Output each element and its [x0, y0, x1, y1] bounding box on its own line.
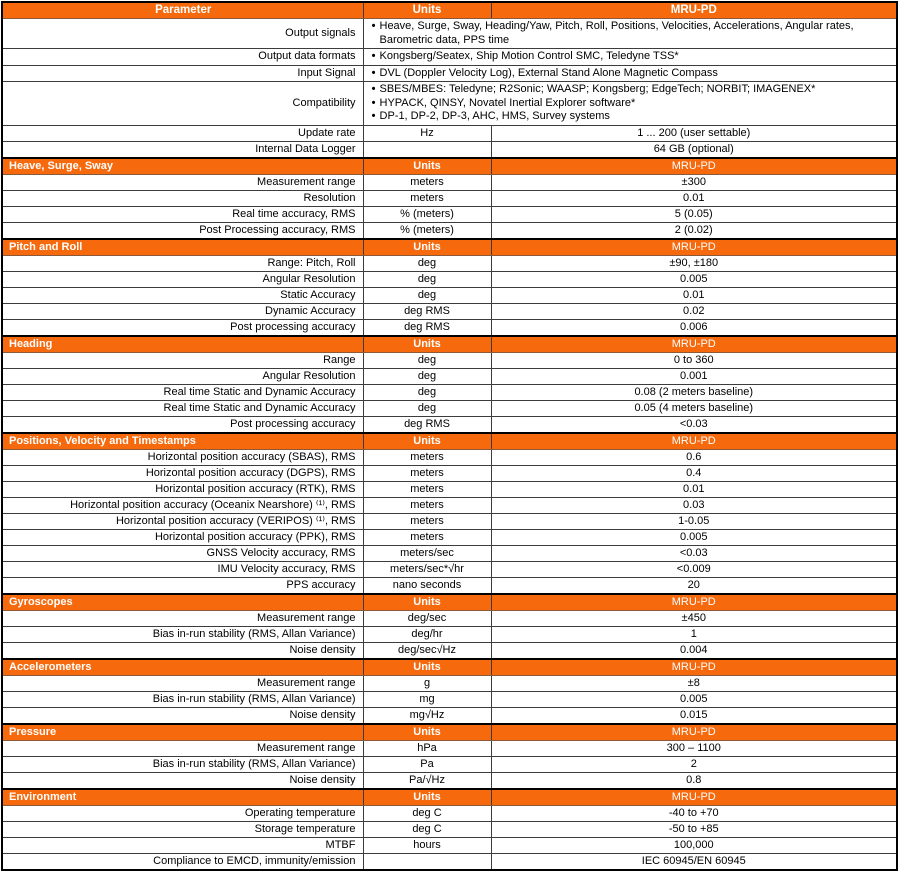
spec-row [2, 853, 897, 870]
units-cell: meters [363, 190, 491, 206]
units-cell: meters/sec*√hr [363, 561, 491, 577]
units-cell: deg RMS [363, 416, 491, 433]
value-cell: 2 (0.02) [491, 222, 897, 239]
column-header-product: MRU-PD [491, 239, 897, 256]
value-cell: 0.01 [491, 287, 897, 303]
value-cell: <0.009 [491, 561, 897, 577]
parameter-cell: Bias in-run stability (RMS, Allan Variance) [2, 626, 363, 642]
bullet-list [363, 19, 897, 49]
bullet-icon: • [371, 110, 376, 122]
value-cell: 0.004 [491, 642, 897, 659]
column-header-units: Units [363, 239, 491, 256]
bullet-text: SBES/MBES: Teledyne; R2Sonic; WAASP; Kongsberg; EdgeTech; NORBIT; IMAGENEX* [379, 83, 816, 95]
value-cell: ±450 [491, 610, 897, 626]
value-cell: <0.03 [491, 545, 897, 561]
column-header-units: Units [363, 594, 491, 611]
spec-row [2, 642, 897, 659]
units-cell: deg/sec√Hz [363, 642, 491, 659]
parameter-cell: Horizontal position accuracy (PPK), RMS [2, 529, 363, 545]
value-cell: 1 [491, 626, 897, 642]
parameter-cell: Measurement range [2, 174, 363, 190]
section-header-general [2, 2, 897, 19]
section-header-heave-surge-sway [2, 158, 897, 175]
units-cell: deg C [363, 821, 491, 837]
spec-row [2, 400, 897, 416]
parameter-cell: GNSS Velocity accuracy, RMS [2, 545, 363, 561]
parameter-cell: Horizontal position accuracy (VERIPOS) ⁽¹⁾, RMS [2, 513, 363, 529]
value-cell: 2 [491, 756, 897, 772]
units-cell: deg [363, 368, 491, 384]
spec-row [2, 756, 897, 772]
parameter-cell: IMU Velocity accuracy, RMS [2, 561, 363, 577]
column-header-product: MRU-PD [491, 158, 897, 175]
parameter-cell: PPS accuracy [2, 577, 363, 594]
spec-table-body [2, 2, 897, 870]
section-title: Positions, Velocity and Timestamps [2, 433, 363, 450]
section-title: Accelerometers [2, 659, 363, 676]
spec-row [2, 287, 897, 303]
bullet-list [363, 65, 897, 82]
spec-row [2, 465, 897, 481]
units-cell [363, 853, 491, 870]
parameter-cell: Input Signal [2, 65, 363, 82]
parameter-cell: Horizontal position accuracy (SBAS), RMS [2, 449, 363, 465]
value-cell: 20 [491, 577, 897, 594]
parameter-cell: Measurement range [2, 675, 363, 691]
bullet-text: DP-1, DP-2, DP-3, AHC, HMS, Survey systems [379, 110, 610, 122]
units-cell: deg/sec [363, 610, 491, 626]
parameter-cell: Update rate [2, 125, 363, 141]
parameter-cell: Bias in-run stability (RMS, Allan Variance) [2, 756, 363, 772]
parameter-cell: Noise density [2, 772, 363, 789]
bullet-item [368, 110, 893, 124]
units-cell: meters/sec [363, 545, 491, 561]
bullet-icon: • [371, 83, 376, 95]
section-header-positions-velocity-timestamps [2, 433, 897, 450]
value-cell: -50 to +85 [491, 821, 897, 837]
value-cell: ±300 [491, 174, 897, 190]
bullet-list [363, 82, 897, 126]
parameter-cell: Output data formats [2, 49, 363, 66]
spec-row [2, 303, 897, 319]
value-cell: <0.03 [491, 416, 897, 433]
column-header-product: MRU-PD [491, 724, 897, 741]
units-cell: meters [363, 529, 491, 545]
spec-row [2, 19, 897, 49]
units-cell [363, 141, 491, 158]
spec-row [2, 481, 897, 497]
units-cell: deg [363, 287, 491, 303]
units-cell: mg [363, 691, 491, 707]
units-cell: Pa [363, 756, 491, 772]
mru-pd-spec-table [1, 1, 898, 871]
units-cell: nano seconds [363, 577, 491, 594]
spec-row [2, 740, 897, 756]
spec-row [2, 255, 897, 271]
parameter-cell: Internal Data Logger [2, 141, 363, 158]
parameter-cell: Compatibility [2, 82, 363, 126]
units-cell: deg/hr [363, 626, 491, 642]
bullet-icon: • [371, 50, 376, 62]
spec-row [2, 529, 897, 545]
parameter-cell: Angular Resolution [2, 271, 363, 287]
spec-row [2, 821, 897, 837]
spec-row [2, 561, 897, 577]
spec-row [2, 368, 897, 384]
column-header-product: MRU-PD [491, 594, 897, 611]
value-cell: 0.006 [491, 319, 897, 336]
units-cell: deg [363, 255, 491, 271]
parameter-cell: Measurement range [2, 740, 363, 756]
value-cell: 300 – 1100 [491, 740, 897, 756]
units-cell: deg RMS [363, 303, 491, 319]
parameter-cell: Horizontal position accuracy (Oceanix Nearshore) ⁽¹⁾, RMS [2, 497, 363, 513]
parameter-cell: Storage temperature [2, 821, 363, 837]
value-cell: 64 GB (optional) [491, 141, 897, 158]
units-cell: g [363, 675, 491, 691]
parameter-cell: Post processing accuracy [2, 416, 363, 433]
value-cell: 0.02 [491, 303, 897, 319]
section-header-heading [2, 336, 897, 353]
spec-row [2, 691, 897, 707]
column-header-product: MRU-PD [491, 2, 897, 19]
section-title: Heave, Surge, Sway [2, 158, 363, 175]
bullet-text: Kongsberg/Seatex, Ship Motion Control SMC, Teledyne TSS* [379, 50, 679, 62]
spec-row [2, 206, 897, 222]
bullet-item [368, 67, 893, 81]
units-cell: meters [363, 481, 491, 497]
column-header-product: MRU-PD [491, 789, 897, 806]
value-cell: 0.4 [491, 465, 897, 481]
section-header-pitch-and-roll [2, 239, 897, 256]
units-cell: hours [363, 837, 491, 853]
value-cell: -40 to +70 [491, 805, 897, 821]
spec-row [2, 174, 897, 190]
spec-row [2, 416, 897, 433]
spec-row [2, 352, 897, 368]
parameter-cell: Real time Static and Dynamic Accuracy [2, 384, 363, 400]
spec-row [2, 271, 897, 287]
value-cell: 0.08 (2 meters baseline) [491, 384, 897, 400]
spec-row [2, 513, 897, 529]
column-header-units: Units [363, 789, 491, 806]
bullet-text: HYPACK, QINSY, Novatel Inertial Explorer software* [379, 96, 636, 109]
parameter-cell: Resolution [2, 190, 363, 206]
spec-row [2, 82, 897, 126]
section-title: Heading [2, 336, 363, 353]
bullet-item [368, 50, 893, 64]
parameter-cell: Range: Pitch, Roll [2, 255, 363, 271]
units-cell: Hz [363, 125, 491, 141]
units-cell: deg [363, 400, 491, 416]
parameter-cell: Real time accuracy, RMS [2, 206, 363, 222]
section-title: Pitch and Roll [2, 239, 363, 256]
section-title: Environment [2, 789, 363, 806]
spec-row [2, 577, 897, 594]
units-cell: meters [363, 174, 491, 190]
column-header-product: MRU-PD [491, 336, 897, 353]
units-cell: deg [363, 352, 491, 368]
column-header-units: Units [363, 659, 491, 676]
spec-row [2, 626, 897, 642]
value-cell: 0.01 [491, 190, 897, 206]
spec-row [2, 222, 897, 239]
value-cell: 0.6 [491, 449, 897, 465]
spec-row [2, 65, 897, 82]
column-header-product: MRU-PD [491, 433, 897, 450]
bullet-text: DVL (Doppler Velocity Log), External Stand Alone Magnetic Compass [379, 66, 718, 79]
parameter-cell: Compliance to EMCD, immunity/emission [2, 853, 363, 870]
column-header-units: Units [363, 2, 491, 19]
parameter-cell: Measurement range [2, 610, 363, 626]
parameter-cell: Operating temperature [2, 805, 363, 821]
spec-row [2, 449, 897, 465]
units-cell: deg RMS [363, 319, 491, 336]
parameter-cell: Post processing accuracy [2, 319, 363, 336]
section-header-pressure [2, 724, 897, 741]
spec-row [2, 707, 897, 724]
bullet-icon: • [371, 20, 376, 32]
column-header-product: MRU-PD [491, 659, 897, 676]
spec-row [2, 49, 897, 66]
units-cell: deg [363, 384, 491, 400]
value-cell: 5 (0.05) [491, 206, 897, 222]
spec-row [2, 141, 897, 158]
parameter-cell: Output signals [2, 19, 363, 49]
spec-row [2, 610, 897, 626]
spec-row [2, 497, 897, 513]
column-header-units: Units [363, 336, 491, 353]
units-cell: % (meters) [363, 206, 491, 222]
bullet-item [368, 97, 893, 111]
value-cell: 0.03 [491, 497, 897, 513]
value-cell: 0.8 [491, 772, 897, 789]
column-header-parameter: Parameter [2, 2, 363, 19]
spec-row [2, 384, 897, 400]
units-cell: deg C [363, 805, 491, 821]
spec-row [2, 190, 897, 206]
value-cell: 100,000 [491, 837, 897, 853]
spec-row [2, 772, 897, 789]
value-cell: 0.005 [491, 271, 897, 287]
value-cell: 1 ... 200 (user settable) [491, 125, 897, 141]
section-title: Pressure [2, 724, 363, 741]
units-cell: meters [363, 513, 491, 529]
parameter-cell: Noise density [2, 707, 363, 724]
spec-row [2, 545, 897, 561]
value-cell: 0.001 [491, 368, 897, 384]
parameter-cell: Noise density [2, 642, 363, 659]
parameter-cell: Bias in-run stability (RMS, Allan Variance) [2, 691, 363, 707]
section-header-accelerometers [2, 659, 897, 676]
units-cell: % (meters) [363, 222, 491, 239]
spec-row [2, 837, 897, 853]
value-cell: IEC 60945/EN 60945 [491, 853, 897, 870]
parameter-cell: Dynamic Accuracy [2, 303, 363, 319]
parameter-cell: MTBF [2, 837, 363, 853]
parameter-cell: Angular Resolution [2, 368, 363, 384]
parameter-cell: Horizontal position accuracy (RTK), RMS [2, 481, 363, 497]
units-cell: meters [363, 449, 491, 465]
bullet-icon: • [371, 96, 376, 109]
bullet-list [363, 49, 897, 66]
section-title: Gyroscopes [2, 594, 363, 611]
value-cell: 0.005 [491, 691, 897, 707]
units-cell: deg [363, 271, 491, 287]
parameter-cell: Horizontal position accuracy (DGPS), RMS [2, 465, 363, 481]
value-cell: ±8 [491, 675, 897, 691]
parameter-cell: Post Processing accuracy, RMS [2, 222, 363, 239]
bullet-icon: • [371, 66, 376, 79]
value-cell: ±90, ±180 [491, 255, 897, 271]
units-cell: meters [363, 497, 491, 513]
units-cell: hPa [363, 740, 491, 756]
bullet-text: Heave, Surge, Sway, Heading/Yaw, Pitch, Roll, Positions, Velocities, Accelerations, Angular rates, Barometric data, PPS time [379, 20, 854, 46]
section-header-gyroscopes [2, 594, 897, 611]
parameter-cell: Range [2, 352, 363, 368]
value-cell: 0.015 [491, 707, 897, 724]
section-header-environment [2, 789, 897, 806]
parameter-cell: Static Accuracy [2, 287, 363, 303]
units-cell: meters [363, 465, 491, 481]
column-header-units: Units [363, 158, 491, 175]
column-header-units: Units [363, 724, 491, 741]
spec-row [2, 805, 897, 821]
value-cell: 1-0.05 [491, 513, 897, 529]
parameter-cell: Real time Static and Dynamic Accuracy [2, 400, 363, 416]
bullet-item [368, 20, 893, 47]
units-cell: Pa/√Hz [363, 772, 491, 789]
spec-row [2, 319, 897, 336]
column-header-units: Units [363, 433, 491, 450]
value-cell: 0 to 360 [491, 352, 897, 368]
value-cell: 0.005 [491, 529, 897, 545]
spec-row [2, 125, 897, 141]
value-cell: 0.05 (4 meters baseline) [491, 400, 897, 416]
spec-row [2, 675, 897, 691]
bullet-item [368, 83, 893, 97]
units-cell: mg√Hz [363, 707, 491, 724]
value-cell: 0.01 [491, 481, 897, 497]
